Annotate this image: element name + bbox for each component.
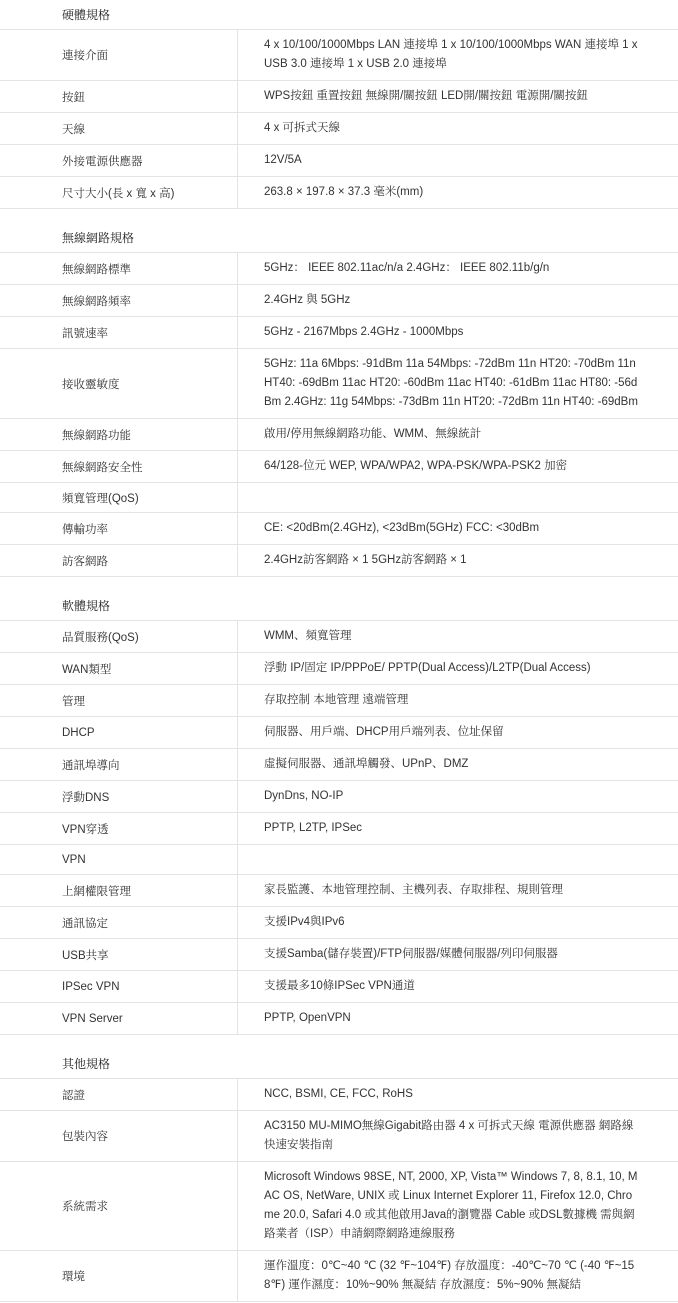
- spec-value: 支援最多10條IPSec VPN通道: [264, 980, 415, 992]
- spec-value: 支援Samba(儲存裝置)/FTP伺服器/媒體伺服器/列印伺服器: [264, 948, 558, 960]
- spec-value: 存取控制 本地管理 遠端管理: [264, 694, 409, 706]
- spec-row: [0, 813, 678, 845]
- spec-label: 按鈕: [0, 81, 238, 112]
- spec-label: 包裝內容: [0, 1111, 238, 1161]
- spec-row: [0, 749, 678, 781]
- spec-value: 浮動 IP/固定 IP/PPPoE/ PPTP(Dual Access)/L2TP(Dual Access): [264, 662, 591, 674]
- spec-row: [0, 349, 678, 419]
- spec-value: 運作溫度：0℃~40 ℃ (32 ℉~104℉) 存放溫度：-40℃~70 ℃ (-40 ℉~158℉) 運作濕度：10%~90% 無凝結 存放濕度：5%~90% 無凝結: [264, 1260, 635, 1291]
- section-spacer: [0, 1035, 678, 1049]
- spec-row: [0, 285, 678, 317]
- spec-row: [0, 845, 678, 875]
- section-spacer: [0, 577, 678, 591]
- spec-value: 5GHz: 11a 6Mbps: -91dBm 11a 54Mbps: -72dBm 11n HT20: -70dBm 11n HT40: -69dBm 11ac HT20: -60dBm 11ac HT40: -61dBm 11ac HT80: -56dBm 2.4GHz: 11g 54Mbps: -73dBm 11n HT20: -72dBm 11n HT40: -69dBm: [264, 358, 638, 408]
- spec-label: 品質服務(QoS): [0, 621, 238, 652]
- spec-value: 伺服器、用戶端、DHCP用戶端列表、位址保留: [264, 726, 504, 738]
- spec-value: [238, 483, 678, 512]
- spec-row: [0, 907, 678, 939]
- spec-label: 外接電源供應器: [0, 145, 238, 176]
- spec-row: [0, 685, 678, 717]
- spec-value: 12V/5A: [264, 154, 302, 166]
- spec-label: 無線網路功能: [0, 419, 238, 450]
- spec-value: 5GHz - 2167Mbps 2.4GHz - 1000Mbps: [264, 326, 464, 338]
- section-title: 軟體規格: [0, 591, 678, 621]
- spec-value: 64/128-位元 WEP, WPA/WPA2, WPA-PSK/WPA-PSK2 加密: [264, 460, 568, 472]
- spec-value: AC3150 MU-MIMO無線Gigabit路由器 4 x 可拆式天線 電源供應器 網路線 快速安裝指南: [264, 1120, 634, 1151]
- section-title: 硬體規格: [0, 0, 678, 30]
- spec-label: 系統需求: [0, 1162, 238, 1250]
- spec-row: [0, 419, 678, 451]
- spec-value: CE: <20dBm(2.4GHz), <23dBm(5GHz) FCC: <30dBm: [264, 522, 540, 534]
- spec-label: USB共享: [0, 939, 238, 970]
- spec-label: IPSec VPN: [0, 971, 238, 1002]
- spec-row: [0, 317, 678, 349]
- spec-label: 通訊埠導向: [0, 749, 238, 780]
- spec-value: 支援IPv4與IPv6: [264, 916, 345, 928]
- spec-label: DHCP: [0, 717, 238, 748]
- spec-label: VPN: [0, 845, 238, 874]
- spec-label: 接收靈敏度: [0, 349, 238, 418]
- spec-value: 263.8 × 197.8 × 37.3 毫米(mm): [264, 186, 424, 198]
- spec-row: [0, 939, 678, 971]
- spec-value: NCC, BSMI, CE, FCC, RoHS: [264, 1088, 413, 1100]
- spec-row: [0, 653, 678, 685]
- spec-row: [0, 1162, 678, 1251]
- spec-value: 4 x 10/100/1000Mbps LAN 連接埠 1 x 10/100/1000Mbps WAN 連接埠 1 x USB 3.0 連接埠 1 x USB 2.0 連接埠: [264, 39, 638, 70]
- spec-label: VPN Server: [0, 1003, 238, 1034]
- spec-value: 5GHz： IEEE 802.11ac/n/a 2.4GHz： IEEE 802.11b/g/n: [264, 262, 550, 274]
- spec-label: 頻寬管理(QoS): [0, 483, 238, 512]
- spec-value: 家長監護、本地管理控制、主機列表、存取排程、規則管理: [264, 884, 563, 896]
- spec-value: [238, 845, 678, 874]
- spec-row: [0, 1003, 678, 1035]
- spec-label: 天線: [0, 113, 238, 144]
- spec-value: PPTP, L2TP, IPSec: [264, 822, 363, 834]
- spec-value: WPS按鈕 重置按鈕 無線開/關按鈕 LED開/關按鈕 電源開/關按鈕: [264, 90, 588, 102]
- spec-row: [0, 545, 678, 577]
- spec-label: VPN穿透: [0, 813, 238, 844]
- spec-value: WMM、頻寬管理: [264, 630, 352, 642]
- spec-row: [0, 717, 678, 749]
- spec-label: 無線網路標準: [0, 253, 238, 284]
- spec-label: 傳輸功率: [0, 513, 238, 544]
- spec-value: 2.4GHz訪客網路 × 1 5GHz訪客網路 × 1: [264, 554, 467, 566]
- spec-value: 啟用/停用無線網路功能、WMM、無線統計: [264, 428, 482, 440]
- spec-value: 虛擬伺服器、通訊埠觸發、UPnP、DMZ: [264, 758, 469, 770]
- section-title: 其他規格: [0, 1049, 678, 1079]
- spec-row: [0, 81, 678, 113]
- section-title: 無線網路規格: [0, 223, 678, 253]
- spec-row: [0, 113, 678, 145]
- spec-row: [0, 621, 678, 653]
- spec-label: 認證: [0, 1079, 238, 1110]
- spec-label: 浮動DNS: [0, 781, 238, 812]
- spec-label: 上網權限管理: [0, 875, 238, 906]
- spec-row: [0, 451, 678, 483]
- spec-label: 管理: [0, 685, 238, 716]
- spec-label: 無線網路頻率: [0, 285, 238, 316]
- spec-label: 尺寸大小(長 x 寬 x 高): [0, 177, 238, 208]
- spec-value: DynDns, NO-IP: [264, 790, 344, 802]
- spec-label: 訊號速率: [0, 317, 238, 348]
- spec-label: 環境: [0, 1251, 238, 1301]
- spec-row: [0, 1251, 678, 1302]
- spec-row: [0, 253, 678, 285]
- spec-value: 4 x 可拆式天線: [264, 122, 341, 134]
- spec-row: [0, 1111, 678, 1162]
- spec-label: 通訊協定: [0, 907, 238, 938]
- spec-row: [0, 1079, 678, 1111]
- section-spacer: [0, 209, 678, 223]
- spec-label: 連接介面: [0, 30, 238, 80]
- spec-label: WAN類型: [0, 653, 238, 684]
- spec-row: [0, 145, 678, 177]
- spec-row: [0, 483, 678, 513]
- spec-row: [0, 513, 678, 545]
- spec-label: 無線網路安全性: [0, 451, 238, 482]
- spec-row: [0, 30, 678, 81]
- spec-value: 2.4GHz 與 5GHz: [264, 294, 351, 306]
- spec-label: 訪客網路: [0, 545, 238, 576]
- spec-row: [0, 177, 678, 209]
- spec-value: Microsoft Windows 98SE, NT, 2000, XP, Vista™ Windows 7, 8, 8.1, 10, MAC OS, NetWare, UNIX 或 Linux Internet Explorer 11, Firefox 12.0, Chrome 20.0, Safari 4.0 或其他啟用Java的瀏覽器 Cable 或DSL數據機 需與網路業者（ISP）申請網際網路連線服務: [264, 1171, 638, 1240]
- spec-row: [0, 781, 678, 813]
- spec-row: [0, 875, 678, 907]
- spec-value: PPTP, OpenVPN: [264, 1012, 351, 1024]
- spec-row: [0, 971, 678, 1003]
